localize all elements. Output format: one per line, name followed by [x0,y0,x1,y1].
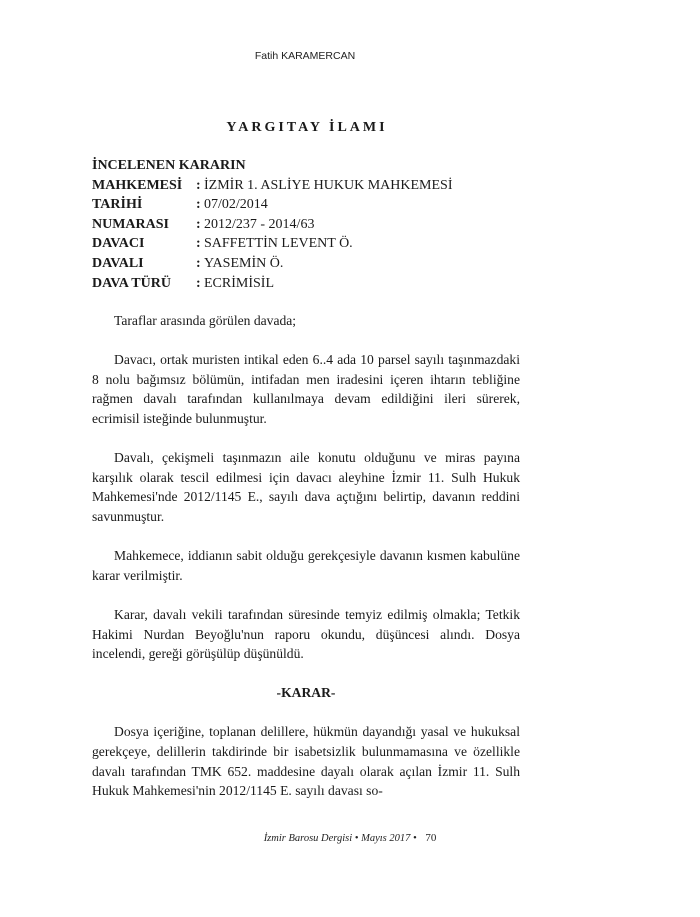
case-colon: : [196,177,201,193]
case-label: TARİHİ [92,197,143,213]
document-title: YARGITAY İLAMI [226,120,388,135]
case-row-date [92,195,522,215]
body-text [92,311,520,801]
case-colon: : [196,236,201,252]
case-row-defendant [92,254,522,274]
case-value: 07/02/2014 [204,197,268,213]
paragraph-plaintiff-claim: Davacı, ortak muristen intikal eden 6..4 ada 10 parsel sayılı taşınmazdaki 8 nolu bağımsız bölümün, intifadan men iradesini içeren ihtarın tebliğine rağmen davalı tarafından kullanılmaya devam edildiğini ileri sürerek, ecrimisil isteğinde bulunmuştur. [92,352,520,426]
case-info-heading: İNCELENEN KARARIN [92,158,246,173]
footer-journal: İzmir Barosu Dergisi • Mayıs 2017 • [263,833,417,844]
case-colon: : [196,255,201,271]
case-value: YASEMİN Ö. [204,255,284,271]
case-row-plaintiff [92,234,522,254]
case-info-block [92,156,522,293]
case-row-number [92,215,522,235]
case-label: DAVA TÜRÜ [92,275,171,291]
case-label: DAVALI [92,255,144,271]
page-number: 70 [425,832,437,844]
karar-heading: -KARAR- [276,685,336,701]
case-value: SAFFETTİN LEVENT Ö. [204,236,353,252]
case-value: 2012/237 - 2014/63 [204,216,315,232]
paragraph-court-decision: Mahkemece, iddianın sabit olduğu gerekçesiyle davanın kısmen kabulüne karar verilmiştir. [92,548,520,583]
case-value: İZMİR 1. ASLİYE HUKUK MAHKEMESİ [204,177,453,193]
running-header-author: Fatih KARAMERCAN [254,50,356,62]
case-label: MAHKEMESİ [92,177,183,193]
paragraph-intro: Taraflar arasında görülen davada; [114,313,297,328]
case-row-case-type [92,274,522,294]
case-colon: : [196,275,201,291]
case-row-court [92,176,522,196]
paragraph-appeal: Karar, davalı vekili tarafından süresinde temyiz edilmiş olmakla; Tetkik Hakimi Nurdan Beyoğlu'nun raporu okundu, düşüncesi alındı. Dosya incelendi, gereği görüşülüp düşünüldü. [92,606,520,662]
case-colon: : [196,197,201,213]
case-label: NUMARASI [92,216,169,232]
case-value: ECRİMİSİL [204,275,274,291]
paragraph-karar: Dosya içeriğine, toplanan delillere, hükmün dayandığı yasal ve hukuksal gerekçeye, delillerin takdirinde bir isabetsizlik bulunmamasına ve özellikle davalı tarafından TMK 652. maddesine dayalı olarak açılan İzmir 11. Sulh Hukuk Mahkemesi'nin 2012/1145 E. sayılı davası so- [92,724,520,799]
case-label: DAVACI [92,236,145,252]
paragraph-defendant-defense: Davalı, çekişmeli taşınmazın aile konutu olduğunu ve miras payına karşılık olarak tescil edilmesi için davacı aleyhine İzmir 11. Sulh Hukuk Mahkemesi'nde 2012/1145 E., sayılı dava açtığını belirtip, davanın reddini savunmuştur. [92,450,520,524]
page-footer [0,832,700,844]
case-colon: : [196,216,201,232]
